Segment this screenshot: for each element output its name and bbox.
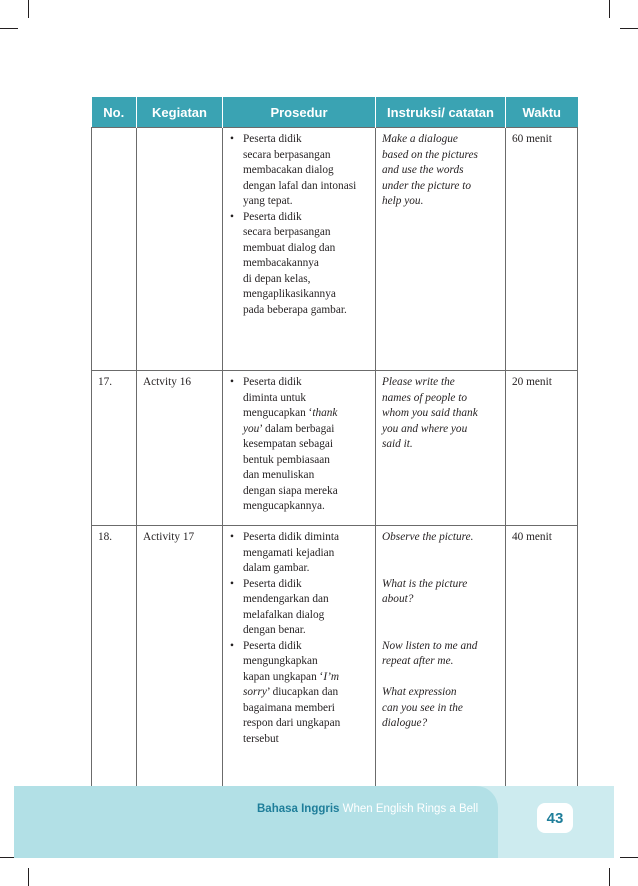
- procedure-list: [229, 530, 370, 747]
- spacer: [382, 670, 500, 686]
- cell-prosedur: [223, 526, 376, 794]
- cell-prosedur: [223, 128, 376, 371]
- cell-instruksi: [376, 128, 506, 371]
- cell-instruksi: [376, 526, 506, 794]
- footer-title: [257, 803, 478, 815]
- cell-waktu: 60 menit: [506, 128, 578, 371]
- instruction-text: What expression can you see in the dialogue?: [382, 686, 463, 729]
- procedure-italic: sorry: [243, 686, 267, 698]
- crop-mark: [0, 28, 18, 29]
- procedure-text: Peserta didik mengungkapkan kapan ungkapan ‘: [243, 639, 324, 683]
- spacer: [382, 608, 500, 624]
- header-prosedur: Prosedur: [223, 97, 376, 128]
- crop-mark: [620, 28, 638, 29]
- procedure-item: • Peserta didik diminta mengamati kejadian dalam gambar.: [229, 530, 370, 577]
- crop-mark: [28, 868, 29, 886]
- spacer: [382, 546, 500, 562]
- crop-mark: [28, 0, 29, 18]
- instruction-text: Make a dialogue based on the pictures and use the words under the picture to help you.: [382, 133, 478, 207]
- table-header-row: [92, 97, 578, 128]
- footer-band: [14, 786, 498, 858]
- crop-mark: [609, 868, 610, 886]
- cell-no: [92, 128, 137, 371]
- procedure-text: ’ diucapkan dan bagaimana memberi respon dari ungkapan tersebut: [243, 686, 341, 745]
- procedure-item: [229, 639, 370, 748]
- procedure-text: Peserta didik diminta untuk mengucapkan ‘: [243, 376, 313, 419]
- header-instruksi: Instruksi/ catatan: [376, 97, 506, 128]
- cell-kegiatan: Activity 17: [137, 526, 223, 794]
- cell-waktu: 40 menit: [506, 526, 578, 794]
- crop-mark: [609, 0, 610, 18]
- cell-kegiatan: [137, 128, 223, 371]
- procedure-italic: thank: [312, 407, 338, 419]
- spacer: [382, 561, 500, 577]
- cell-no: 18.: [92, 526, 137, 794]
- crop-mark: [620, 857, 638, 858]
- footer-subject: Bahasa Inggris: [257, 803, 340, 815]
- instruction-text: Now listen to me and repeat after me.: [382, 639, 478, 667]
- table-row: [92, 526, 578, 794]
- lesson-table: [91, 97, 578, 794]
- cell-waktu: 20 menit: [506, 371, 578, 526]
- cell-instruksi: [376, 371, 506, 526]
- cell-prosedur: [223, 371, 376, 526]
- instruction-text: Please write the names of people to whom you said thank you and where you said it.: [382, 376, 478, 450]
- instruction-text: What is the picture about?: [382, 577, 468, 605]
- header-waktu: Waktu: [506, 97, 578, 128]
- lesson-table-container: [91, 97, 577, 794]
- procedure-item: • Peserta didik secara berpasangan membuat dialog dan membacakannya di depan kelas, mengaplikasikannya pada beberapa gambar.: [229, 210, 370, 319]
- cell-no: 17.: [92, 371, 137, 526]
- procedure-item: • Peserta didik secara berpasangan membacakan dialog dengan lafal dan intonasi yang tepat.: [229, 132, 370, 210]
- procedure-text: ’ dalam berbagai kesempatan sebagai bentuk pembiasaan dan menuliskan dengan siapa mereka mengucapkannya.: [243, 422, 338, 512]
- procedure-italic: you: [243, 422, 260, 435]
- header-kegiatan: Kegiatan: [137, 97, 223, 128]
- table-row: [92, 371, 578, 526]
- procedure-list: [229, 375, 370, 515]
- procedure-list: [229, 132, 370, 318]
- cell-kegiatan: Actvity 16: [137, 371, 223, 526]
- header-no: No.: [92, 97, 137, 128]
- table-row: [92, 128, 578, 371]
- procedure-italic: I’m: [323, 670, 339, 683]
- procedure-item: • Peserta didik mendengarkan dan melafalkan dialog dengan benar.: [229, 577, 370, 639]
- instruction-text: Observe the picture.: [382, 531, 474, 543]
- procedure-item: [229, 375, 370, 515]
- footer-series: When English Rings a Bell: [339, 803, 479, 815]
- page-number: 43: [537, 803, 573, 833]
- spacer: [382, 623, 500, 639]
